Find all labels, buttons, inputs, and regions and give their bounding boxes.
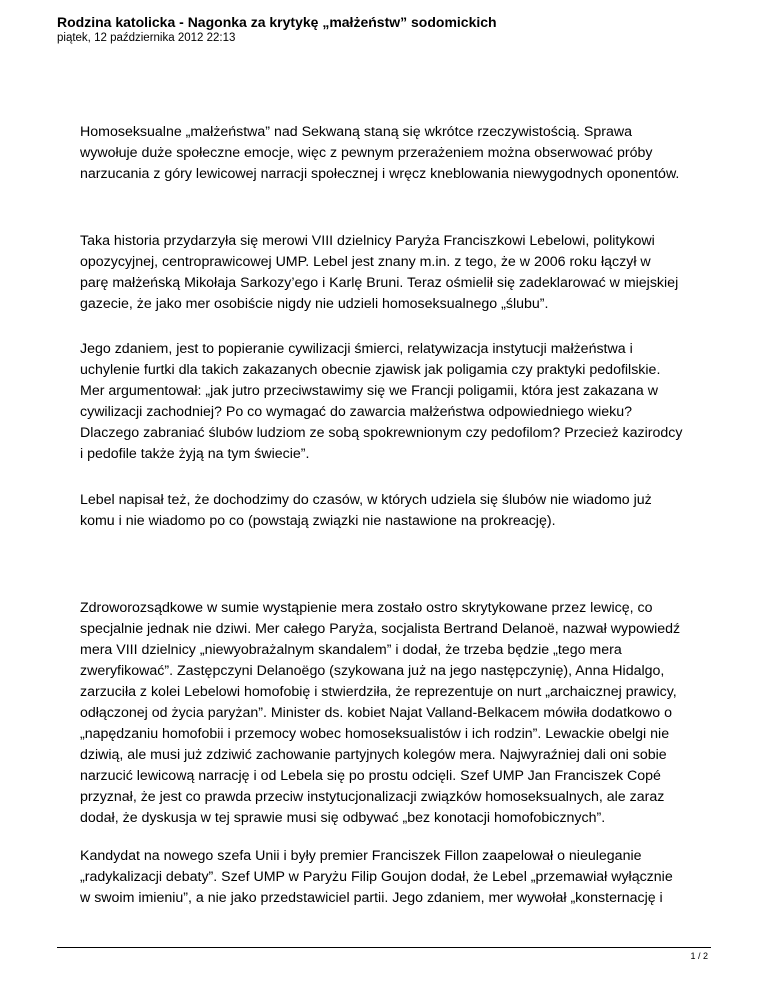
- paragraph-4: [80, 490, 652, 532]
- paragraph-line: dziwią, ale musi już zdziwić zachowanie partyjnych kolegów mera. Najwyraźniej dali oni sobie: [80, 747, 667, 763]
- paragraph-line: specjalnie jednak nie dziwi. Mer całego Paryża, socjalista Bertrand Delanoë, nazwał wypowiedź: [80, 621, 681, 637]
- document-date: piątek, 12 października 2012 22:13: [57, 32, 236, 44]
- paragraph-line: cywilizacji zachodniej? Po co wymagać do zawarcia małżeństwa odpowiedniego wieku?: [80, 404, 633, 420]
- paragraph-line: Dlaczego zabraniać ślubów ludziom ze sobą spokrewnionym czy pedofilom? Przecież kazirodcy: [80, 425, 683, 441]
- paragraph-line: opozycyjnej, centroprawicowej UMP. Lebel jest znany m.in. z tego, że w 2006 roku łączył w: [80, 254, 651, 270]
- paragraph-6: [80, 846, 673, 909]
- paragraph-line: przyznał, że jest co prawda przeciw instytucjonalizacji związków homoseksualnych, ale zaraz: [80, 789, 665, 805]
- footer-divider: [57, 947, 711, 948]
- paragraph-line: „napędzaniu homofobii i przemocy wobec homoseksualistów i ich rodzin”. Lewackie obelgi nie: [80, 726, 670, 742]
- paragraph-line: narzucić lewicową narrację i od Lebela się po prostu odcięli. Szef UMP Jan Franciszek Copé: [80, 768, 661, 784]
- paragraph-line: narzucania z góry lewicowej narracji społecznej i wręcz kneblowania niewygodnych oponentów.: [80, 166, 680, 182]
- document-title: Rodzina katolicka - Nagonka za krytykę „małżeństw” sodomickich: [57, 14, 497, 30]
- paragraph-line: gazecie, że jako mer osobiście nigdy nie udzieli homoseksualnego „ślubu”.: [80, 296, 549, 312]
- paragraph-line: zweryfikować”. Zastępczyni Delanoëgo (szykowana już na jego następczynię), Anna Hidalgo,: [80, 663, 665, 679]
- paragraph-line: wywołuje duże społeczne emocje, więc z pewnym przerażeniem można obserwować próby: [80, 145, 653, 161]
- paragraph-line: Jego zdaniem, jest to popieranie cywilizacji śmierci, relatywizacja instytucji małżeństwa i: [80, 341, 633, 357]
- paragraph-line: Homoseksualne „małżeństwa” nad Sekwaną staną się wkrótce rzeczywistością. Sprawa: [80, 124, 632, 140]
- paragraph-line: dodał, że dyskusja w tej sprawie musi się odbywać „bez konotacji homofobicznych”.: [80, 810, 606, 826]
- paragraph-line: uchylenie furtki dla takich zakazanych obecnie zjawisk jak poligamia czy praktyki pedofilskie.: [80, 362, 661, 378]
- paragraph-2: [80, 231, 678, 315]
- paragraph-line: Zdroworozsądkowe w sumie wystąpienie mera zostało ostro skrytykowane przez lewicę, co: [80, 600, 653, 616]
- paragraph-line: Taka historia przydarzyła się merowi VIII dzielnicy Paryża Franciszkowi Lebelowi, politykowi: [80, 233, 655, 249]
- paragraph-line: parę małżeńską Mikołaja Sarkozy’ego i Karlę Bruni. Teraz ośmielił się zadeklarować w miejskiej: [80, 275, 679, 291]
- paragraph-5: [80, 598, 680, 829]
- paragraph-3: [80, 339, 682, 465]
- paragraph-line: w swoim imieniu”, a nie jako przedstawiciel partii. Jego zdaniem, mer wywołał „konsternację i: [80, 890, 663, 906]
- paragraph-line: mera VIII dzielnicy „niewyobrażalnym skandalem” i dodał, że trzeba będzie „tego mera: [80, 642, 622, 658]
- paragraph-line: Mer argumentował: „jak jutro przeciwstawimy się we Francji poligamii, która jest zakazana w: [80, 383, 658, 399]
- page-header: [57, 14, 717, 45]
- page-number: 1 / 2: [690, 951, 708, 961]
- paragraph-line: komu i nie wiadomo po co (powstają związki nie nastawione na prokreację).: [80, 513, 556, 529]
- paragraph-line: zarzuciła z kolei Lebelowi homofobię i stwierdziła, że reprezentuje on nurt „archaicznej prawicy,: [80, 684, 677, 700]
- paragraph-line: Lebel napisał też, że dochodzimy do czasów, w których udziela się ślubów nie wiadomo już: [80, 492, 652, 508]
- paragraph-1: [80, 122, 679, 185]
- paragraph-line: odłączonej od życia paryżan”. Minister ds. kobiet Najat Valland-Belkacem mówiła dodatkowo o: [80, 705, 672, 721]
- paragraph-line: i pedofile także żyją na tym świecie”.: [80, 446, 310, 462]
- paragraph-line: „radykalizacji debaty”. Szef UMP w Paryżu Filip Goujon dodał, że Lebel „przemawiał wyłącznie: [80, 869, 673, 885]
- paragraph-line: Kandydat na nowego szefa Unii i były premier Franciszek Fillon zaapelował o nieuleganie: [80, 848, 642, 864]
